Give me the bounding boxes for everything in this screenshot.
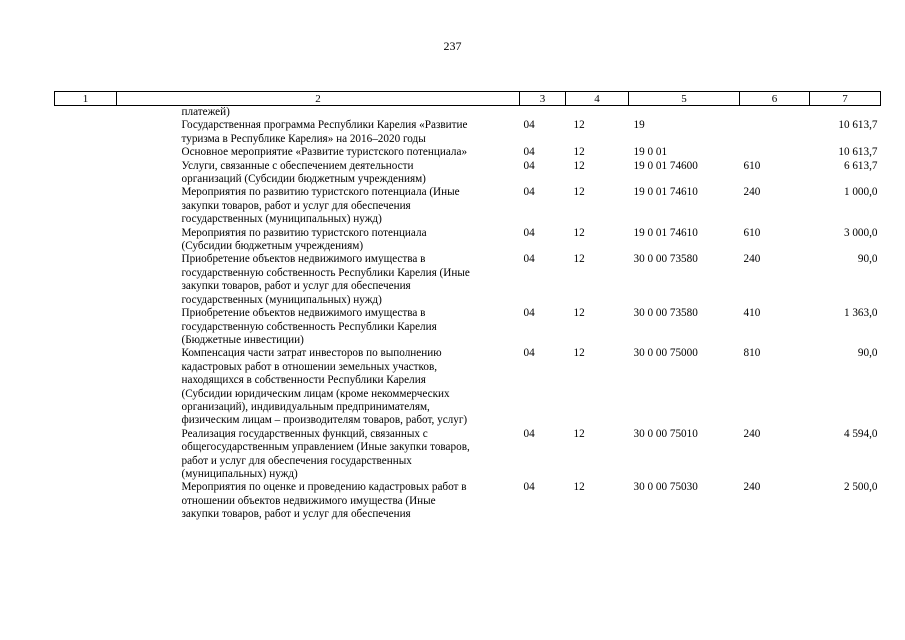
column-header-6: 6: [740, 92, 810, 106]
expense-type-cell: [740, 119, 810, 146]
expense-type-cell: 410: [743, 307, 761, 320]
item-name-line: Реализация государственных функций, связанных с: [181, 427, 428, 440]
expense-type-cell: 240: [743, 186, 761, 199]
expense-type-cell: 240: [743, 253, 761, 266]
item-name-line: отношении объектов недвижимого имущества (Иные: [181, 494, 436, 507]
item-name-line: государственную собственность Республики Карелия: [181, 320, 437, 333]
column-header-1: 1: [55, 92, 117, 106]
table-row: [55, 146, 881, 159]
item-name-line: общегосударственным управлением (Иные закупки товаров,: [181, 441, 470, 454]
column-header-4: 4: [566, 92, 629, 106]
section-code-cell: 04: [523, 253, 535, 266]
item-name-line: государственную собственность Республики Карелия (Иные: [181, 266, 470, 279]
amount-cell: 1 363,0: [843, 307, 878, 320]
row-number-cell: [55, 146, 117, 159]
item-name-line: организаций), индивидуальным предпринимателям,: [181, 400, 430, 413]
amount-cell: 6 613,7: [843, 159, 878, 172]
item-name-line: платежей): [181, 106, 230, 118]
expense-type-cell: 610: [743, 159, 761, 172]
item-name-cell: [117, 160, 520, 187]
target-article-cell: 19: [633, 119, 645, 132]
column-header-2: 2: [117, 92, 520, 106]
section-code-cell: 04: [523, 347, 535, 360]
item-name-cell: [117, 227, 520, 254]
amount-cell: 10 613,7: [838, 146, 878, 159]
subsection-code-cell: 12: [573, 146, 585, 159]
subsection-code-cell: 12: [573, 159, 585, 172]
target-article-cell: 19 0 01 74600: [633, 159, 698, 172]
target-article-cell: 30 0 00 75000: [633, 347, 698, 360]
row-number-cell: [55, 347, 117, 427]
row-number-cell: [55, 253, 117, 307]
subsection-code-cell: 12: [573, 119, 585, 132]
amount-cell: 4 594,0: [843, 427, 878, 440]
item-name-line: государственных (муниципальных) нужд): [181, 213, 382, 226]
item-name-line: физическим лицам – производителям товаров, работ, услуг): [181, 414, 468, 427]
item-name-line: Мероприятия по развитию туристского потенциала (Иные: [181, 186, 460, 199]
table-row: [55, 347, 881, 427]
item-name-line: закупки товаров, работ и услуг для обеспечения: [181, 280, 411, 293]
table-row: [55, 227, 881, 254]
table-row: [55, 160, 881, 187]
item-name-line: Приобретение объектов недвижимого имущества в: [181, 253, 426, 266]
subsection-code-cell: 12: [573, 427, 585, 440]
table-row: [55, 481, 881, 521]
expense-type-cell: 240: [743, 481, 761, 494]
table-row: [55, 253, 881, 307]
subsection-code-cell: [566, 106, 629, 120]
table-body: [55, 106, 881, 522]
target-article-cell: 19 0 01 74610: [633, 226, 698, 239]
section-code-cell: [520, 106, 566, 120]
section-code-cell: 04: [523, 307, 535, 320]
row-number-cell: [55, 227, 117, 254]
expense-type-cell: [740, 106, 810, 120]
section-code-cell: 04: [523, 186, 535, 199]
table-header: [55, 92, 881, 106]
table-row: [55, 106, 881, 120]
row-number-cell: [55, 307, 117, 347]
column-header-7: 7: [810, 92, 881, 106]
row-number-cell: [55, 106, 117, 120]
target-article-cell: 19 0 01: [633, 146, 668, 159]
row-number-cell: [55, 160, 117, 187]
item-name-cell: [117, 428, 520, 482]
expense-type-cell: 810: [743, 347, 761, 360]
expense-type-cell: [740, 146, 810, 159]
item-name-line: (Бюджетные инвестиции): [181, 333, 304, 346]
expense-type-cell: 240: [743, 427, 761, 440]
item-name-cell: [117, 307, 520, 347]
expense-type-cell: 610: [743, 226, 761, 239]
item-name-cell: [117, 146, 520, 159]
item-name-cell: [117, 119, 520, 146]
section-code-cell: 04: [523, 159, 535, 172]
item-name-line: туризма в Республике Карелия» на 2016–2020 годы: [181, 132, 426, 145]
amount-cell: 1 000,0: [843, 186, 878, 199]
subsection-code-cell: 12: [573, 307, 585, 320]
item-name-cell: [117, 106, 520, 120]
table-row: [55, 186, 881, 226]
item-name-line: Государственная программа Республики Карелия «Развитие: [181, 119, 468, 132]
item-name-line: Мероприятия по развитию туристского потенциала: [181, 226, 427, 239]
row-number-cell: [55, 186, 117, 226]
item-name-cell: [117, 253, 520, 307]
item-name-line: работ и услуг для обеспечения государственных: [181, 454, 412, 467]
item-name-line: (Субсидии юридическим лицам (кроме некоммерческих: [181, 387, 450, 400]
item-name-line: государственных (муниципальных) нужд): [181, 293, 382, 306]
item-name-line: кадастровых работ в отношении земельных участков,: [181, 360, 438, 373]
section-code-cell: 04: [523, 119, 535, 132]
table-row: [55, 307, 881, 347]
subsection-code-cell: 12: [573, 481, 585, 494]
target-article-cell: 30 0 00 73580: [633, 253, 698, 266]
item-name-line: закупки товаров, работ и услуг для обеспечения: [181, 508, 411, 521]
target-article-cell: 30 0 00 75010: [633, 427, 698, 440]
section-code-cell: 04: [523, 427, 535, 440]
item-name-line: находящихся в собственности Республики Карелия: [181, 374, 426, 387]
column-header-3: 3: [520, 92, 566, 106]
subsection-code-cell: 12: [573, 186, 585, 199]
item-name-line: Приобретение объектов недвижимого имущества в: [181, 307, 426, 320]
item-name-cell: [117, 347, 520, 427]
subsection-code-cell: 12: [573, 347, 585, 360]
page-number: 237: [443, 39, 462, 53]
target-article-cell: 30 0 00 75030: [633, 481, 698, 494]
amount-cell: 10 613,7: [838, 119, 878, 132]
amount-cell: 3 000,0: [843, 226, 878, 239]
subsection-code-cell: 12: [573, 226, 585, 239]
section-code-cell: 04: [523, 146, 535, 159]
target-article-cell: 30 0 00 73580: [633, 307, 698, 320]
item-name-line: Услуги, связанные с обеспечением деятельности: [181, 159, 414, 172]
item-name-line: Компенсация части затрат инвесторов по выполнению: [181, 347, 442, 360]
table-row: [55, 428, 881, 482]
item-name-line: организаций (Субсидии бюджетным учреждениям): [181, 173, 426, 186]
section-code-cell: 04: [523, 226, 535, 239]
item-name-line: (Субсидии бюджетным учреждениям): [181, 240, 364, 253]
item-name-line: закупки товаров, работ и услуг для обеспечения: [181, 199, 411, 212]
amount-cell: 90,0: [857, 253, 878, 266]
amount-cell: [810, 106, 881, 120]
target-article-cell: 19 0 01 74610: [633, 186, 698, 199]
section-code-cell: 04: [523, 481, 535, 494]
budget-table: [54, 91, 881, 522]
amount-cell: 90,0: [857, 347, 878, 360]
item-name-line: (муниципальных) нужд): [181, 467, 298, 480]
item-name-line: Мероприятия по оценке и проведению кадастровых работ в: [181, 481, 467, 494]
target-article-cell: [629, 106, 740, 120]
subsection-code-cell: 12: [573, 253, 585, 266]
row-number-cell: [55, 119, 117, 146]
column-header-5: 5: [629, 92, 740, 106]
row-number-cell: [55, 428, 117, 482]
item-name-cell: [117, 186, 520, 226]
item-name-line: Основное мероприятие «Развитие туристского потенциала»: [181, 146, 468, 159]
item-name-cell: [117, 481, 520, 521]
table-row: [55, 119, 881, 146]
row-number-cell: [55, 481, 117, 521]
amount-cell: 2 500,0: [843, 481, 878, 494]
